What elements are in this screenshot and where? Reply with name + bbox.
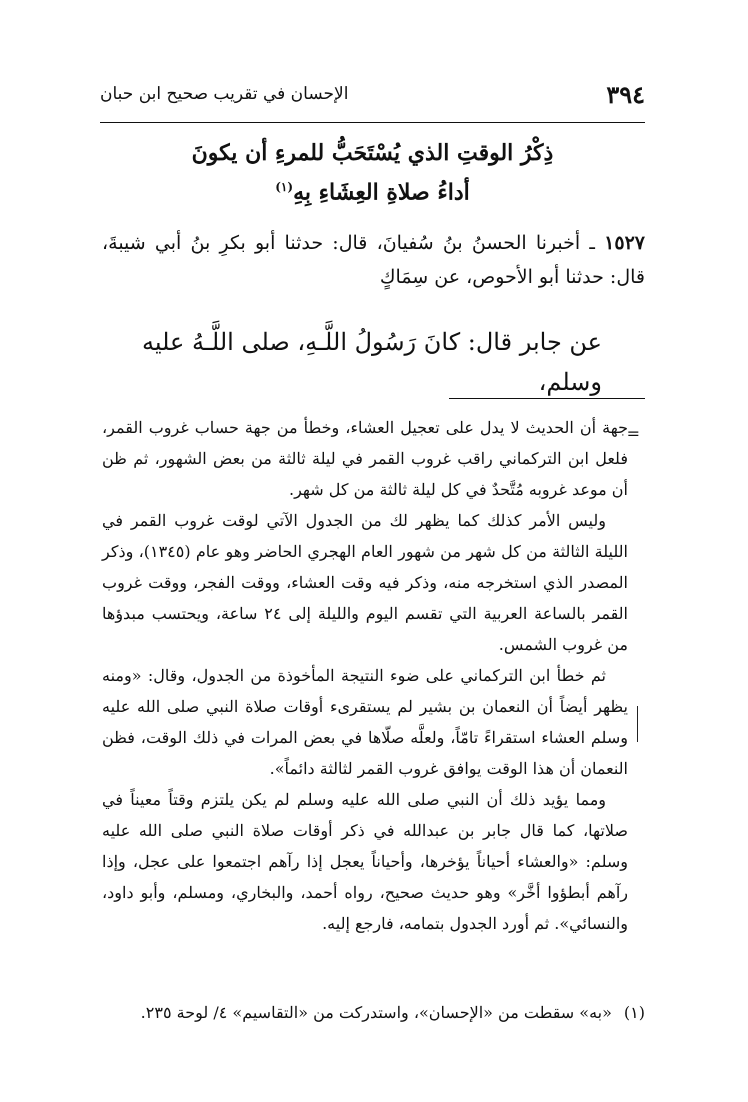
footnote-1-marker: (١) [623,1003,645,1022]
page-number: ٣٩٤ [606,80,645,109]
running-title: الإحسان في تقريب صحيح ابن حبان [100,84,349,104]
footnote-divider [449,398,645,399]
footnote-paragraph: ثم خطأ ابن التركماني على ضوء النتيجة المأخوذة من الجدول، وقال: «ومنه يظهر أيضاً أن النعمان بن بشير لم يستقرىء أوقات صلاة النبي صلى الله عليه وسلم العشاء استقراءً تامّاً، ولعلَّه صلّاها في بعض المرات في ذلك الوقت، فظن النعمان أن هذا الوقت يوافق غروب القمر لثالثة دائماً». [102,666,629,778]
hadith-number: ١٥٢٧ [604,232,645,254]
footnote-continuation [102,412,628,939]
hadith-isnad: ـ أخبرنا الحسنُ بنُ سُفيانَ، قال: حدثنا أبو بكرِ بنُ أبي شيبةَ، قال: حدثنا أبو الأحوص، عن سِمَاكٍ [102,232,645,288]
footnote-paragraph: وليس الأمر كذلك كما يظهر لك من الجدول الآتي لوقت غروب القمر في الليلة الثالثة من كل شهر من شهور العام الهجري الحاضر وهو عام (١٣٤٥)، وذكر المصدر الذي استخرجه منه، وذكر فيه وقت العشاء، ووقت الفجر، ووقت غروب القمر بالساعة العربية التي تقسم اليوم والليلة إلى ٢٤ ساعة، ويحتسب مبدؤها من غروب الشمس. [102,511,629,654]
hadith-matn-line: عن جابر قال: كانَ رَسُولُ اللَّـهِ، صلى اللَّـهُ عليه وسلم، [142,328,602,396]
footnote-1-text: «به» سقطت من «الإحسان»، واستدركت من «التقاسيم» ٤/ لوحة ٢٣٥. [140,1003,612,1022]
page-header [100,80,645,114]
footnote-paragraph: جهة أن الحديث لا يدل على تعجيل العشاء، وخطأ من جهة حساب غروب القمر، فلعل ابن التركماني راقب غروب القمر في ليلة ثالثة من بعض الشهور، ثم ظن أن موعد غروبه مُتَّحدٌ في كل ليلة ثالثة من كل شهر. [102,418,628,499]
hadith-text [102,226,645,294]
footnote-1 [102,998,645,1028]
chapter-title [100,136,645,209]
chapter-title-line-2-text: أداءُ صلاةِ العِشَاءِ بِهِ [293,179,470,206]
header-divider [100,122,645,123]
margin-mark [637,706,638,742]
footnote-paragraph: ومما يؤيد ذلك أن النبي صلى الله عليه وسلم لم يكن يلتزم وقتاً معيناً في صلاتها، كما قال جابر بن عبدالله في ذكر أوقات صلاة النبي صلى الله عليه وسلم: «والعشاء أحياناً يؤخرها، وأحياناً يعجل إذا رآهم اجتمعوا على عجل، وإذا رآهم أبطؤوا أخَّر» وهو حديث صحيح، رواه أحمد، والبخاري، ومسلم، وأبو داود، والنسائي». ثم أورد الجدول بتمامه، فارجع إليه. [102,790,628,933]
chapter-title-line-2 [100,170,645,209]
chapter-footnote-ref: (١) [275,180,294,194]
continuation-marker: = [626,424,640,443]
chapter-title-line-1: ذِكْرُ الوقتِ الذي يُسْتَحَبُّ للمرءِ أن يكونَ [191,140,554,166]
